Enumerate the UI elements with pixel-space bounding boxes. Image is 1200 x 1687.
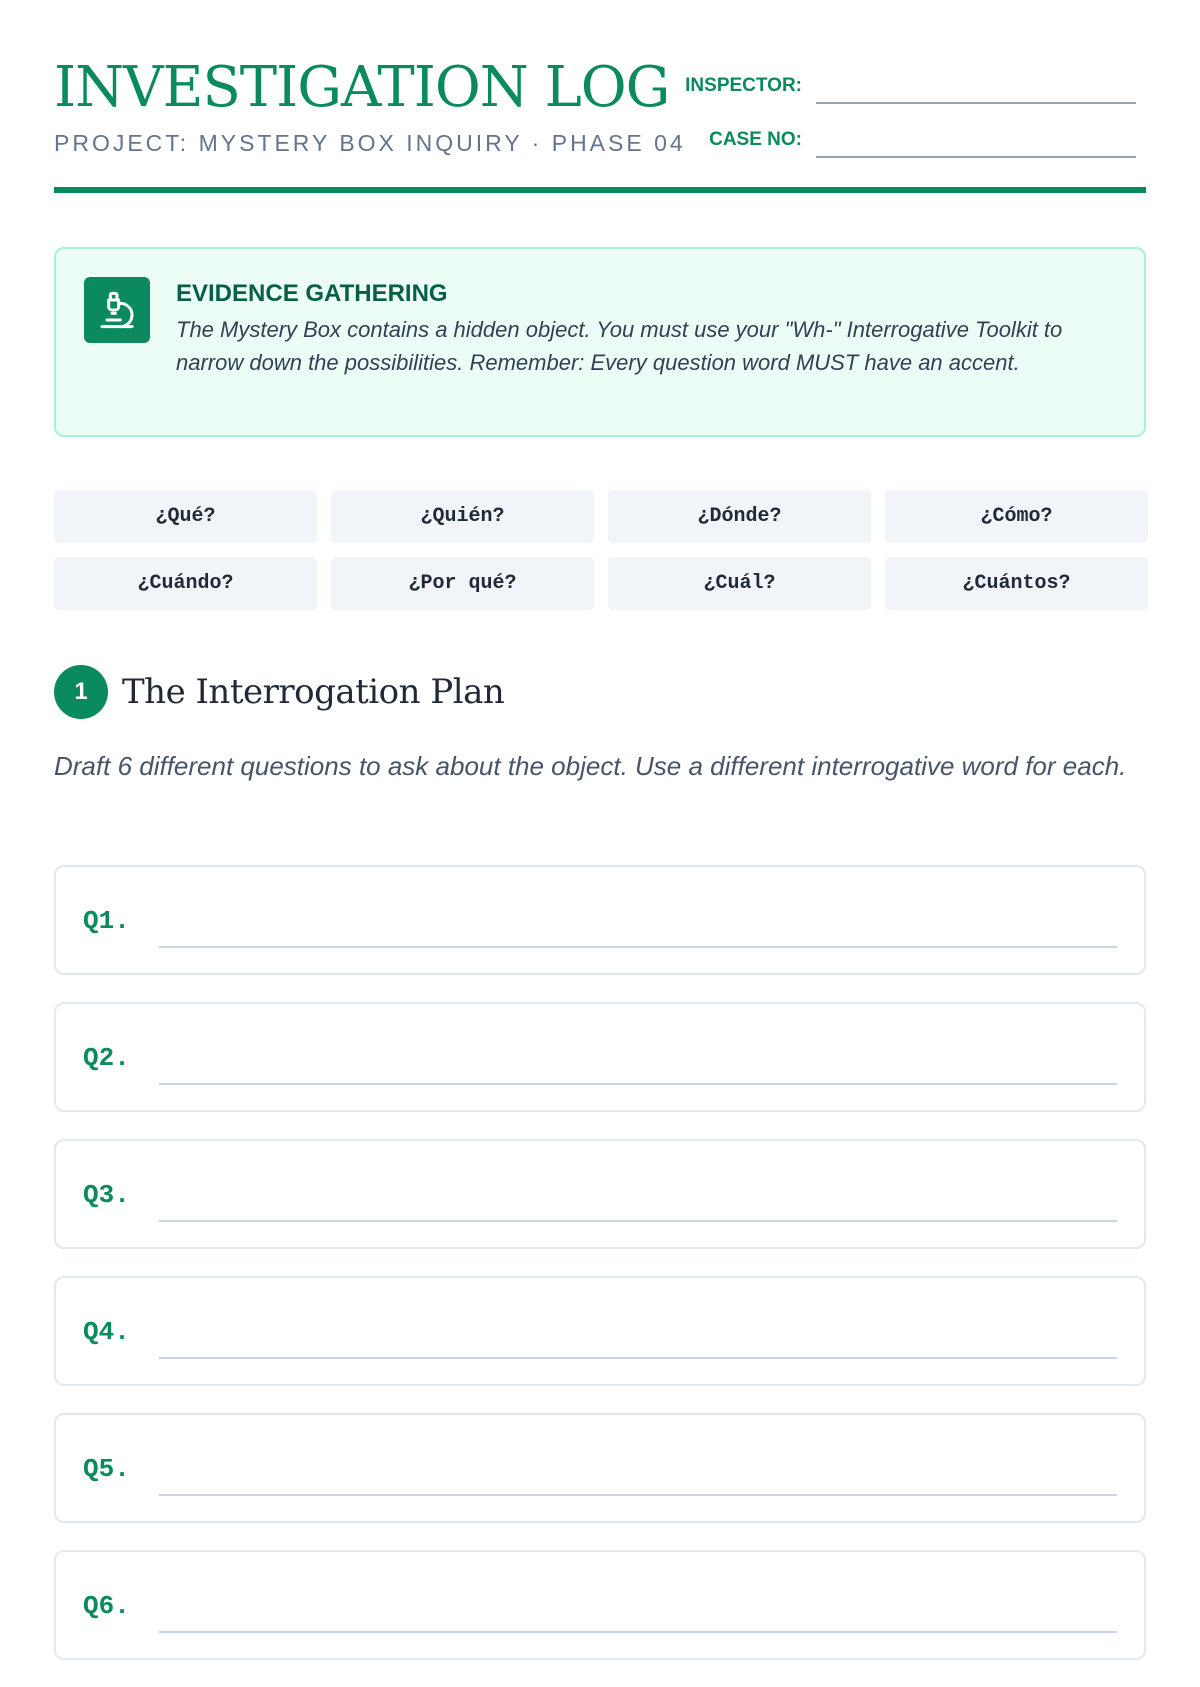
page-subtitle: PROJECT: MYSTERY BOX INQUIRY · PHASE 04 <box>54 130 686 156</box>
question-label: Q4. <box>83 1317 130 1347</box>
question-box <box>54 1550 1146 1660</box>
section-number-badge: 1 <box>54 665 108 719</box>
question-box <box>54 1413 1146 1523</box>
word-chip: ¿Qué? <box>54 490 317 543</box>
question-label: Q2. <box>83 1043 130 1073</box>
evidence-callout <box>54 247 1146 437</box>
section-instructions: Draft 6 different questions to ask about the object. Use a different interrogative word for each. <box>54 751 1127 781</box>
question-answer-line[interactable] <box>159 946 1117 948</box>
question-label: Q6. <box>83 1591 130 1621</box>
word-chip: ¿Dónde? <box>608 490 871 543</box>
question-list <box>54 865 1146 1687</box>
word-chip: ¿Cuándo? <box>54 557 317 610</box>
question-answer-line[interactable] <box>159 1631 1117 1633</box>
question-answer-line[interactable] <box>159 1220 1117 1222</box>
question-label: Q1. <box>83 906 130 936</box>
inspector-field <box>662 74 1136 98</box>
case-number-field <box>662 128 1136 152</box>
word-chip: ¿Cuántos? <box>885 557 1148 610</box>
word-chip: ¿Cómo? <box>885 490 1148 543</box>
question-box <box>54 865 1146 975</box>
question-box <box>54 1276 1146 1386</box>
page-title: INVESTIGATION LOG <box>54 55 670 120</box>
interrogative-toolkit <box>54 490 1146 610</box>
evidence-title: EVIDENCE GATHERING <box>176 280 448 307</box>
word-chip: ¿Por qué? <box>331 557 594 610</box>
inspector-input-line[interactable] <box>816 102 1136 104</box>
question-label: Q3. <box>83 1180 130 1210</box>
question-box <box>54 1139 1146 1249</box>
section-heading <box>54 665 504 719</box>
word-chip: ¿Cuál? <box>608 557 871 610</box>
question-box <box>54 1002 1146 1112</box>
header-divider <box>54 187 1146 193</box>
evidence-body: The Mystery Box contains a hidden object. You must use your "Wh-" Interrogative Toolkit to narrow down the possibilities. Remember: Every question word MUST have an accent. <box>176 317 1063 375</box>
case-number-input-line[interactable] <box>816 156 1136 158</box>
header <box>54 56 1146 196</box>
question-answer-line[interactable] <box>159 1357 1117 1359</box>
question-answer-line[interactable] <box>159 1494 1117 1496</box>
microscope-icon <box>84 277 150 343</box>
section-title: The Interrogation Plan <box>122 672 505 712</box>
question-label: Q5. <box>83 1454 130 1484</box>
question-answer-line[interactable] <box>159 1083 1117 1085</box>
worksheet-page <box>54 0 1146 1621</box>
inspector-label: INSPECTOR: <box>685 75 802 96</box>
case-number-label: CASE NO: <box>709 129 802 150</box>
word-chip: ¿Quién? <box>331 490 594 543</box>
